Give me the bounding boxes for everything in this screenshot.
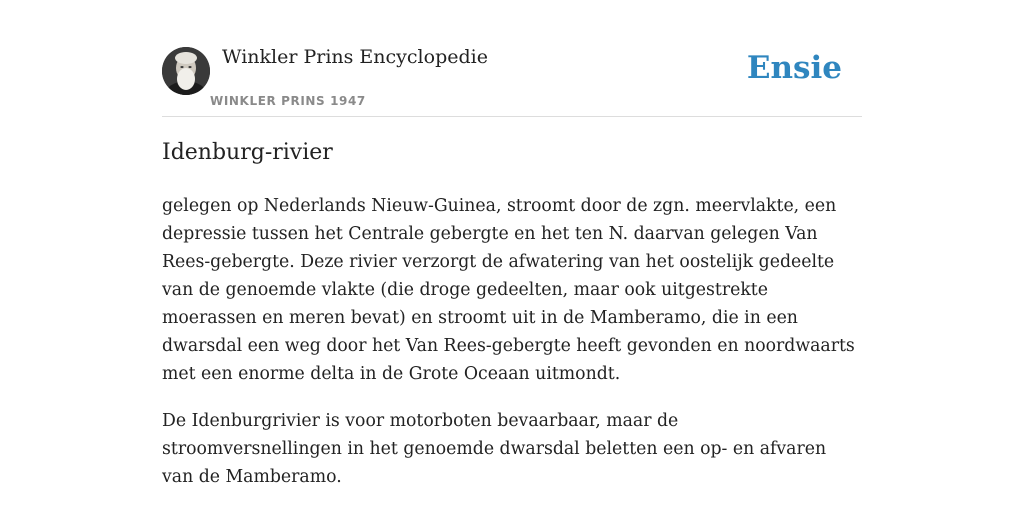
source-header bbox=[162, 42, 862, 117]
article-paragraph: gelegen op Nederlands Nieuw-Guinea, stroomt door de zgn. meervlakte, een depressie tussen het Centrale gebergte en het ten N. daarvan gelegen Van Rees-gebergte. Deze rivier verzorgt de afwatering van het oostelijk gedeelte van de genoemde vlakte (die droge gedeelten, maar ook uitgestrekte moerassen en meren bevat) en stroomt uit in de Mamberamo, die in een dwarsdal een weg door het Van Rees-gebergte heeft gevonden en noordwaarts met een enorme delta in de Grote Oceaan uitmondt. bbox=[162, 196, 855, 384]
article-body bbox=[162, 192, 862, 510]
ensie-logo[interactable]: Ensie bbox=[746, 50, 842, 86]
source-name[interactable]: Winkler Prins Encyclopedie bbox=[222, 46, 488, 68]
author-portrait-icon[interactable] bbox=[162, 47, 210, 95]
article-title: Idenburg-rivier bbox=[162, 140, 333, 165]
article-paragraph: De Idenburgrivier is voor motorboten bevaarbaar, maar de stroomversnellingen in het genoemde dwarsdal beletten een op- en afvaren van de Mamberamo. bbox=[162, 411, 827, 487]
source-edition: WINKLER PRINS 1947 bbox=[210, 94, 366, 108]
